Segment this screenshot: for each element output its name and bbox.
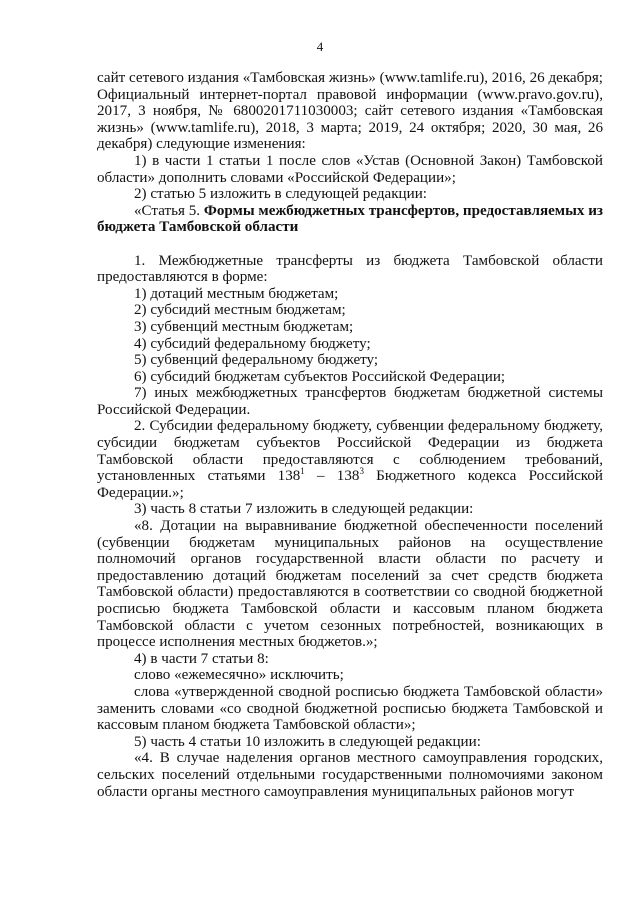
paragraph-change-5: 5) часть 4 статьи 10 изложить в следующей редакции: bbox=[134, 733, 481, 750]
paragraph-replace-words: слова «утвержденной сводной росписью бюджета Тамбовской области» заменить словами «со сводной бюджетной росписью бюджета Тамбовской и кассовым планом бюджета Тамбовской области»; bbox=[97, 683, 603, 734]
paragraph-grants-equalization: «8. Дотации на выравнивание бюджетной обеспеченности поселений (субвенции бюджетам муниципальных районов на осуществление полномочий органов государственной власти области по расчету и предоставлению дотаций бюджетам поселений за счет средств бюджета Тамбовской области) предоставляются в соответствии со сводной бюджетной росписью бюджета Тамбовской области и кассовым планом бюджета Тамбовской области с учетом сезонных потребностей, возникающих в процессе исполнения местных бюджетов.»; bbox=[97, 518, 603, 651]
list-item-other-transfers: 7) иных межбюджетных трансфертов бюджетам бюджетной системы Российской Федерации. bbox=[97, 385, 603, 418]
article-heading-title: Формы межбюджетных трансфертов, предоставляемых из бюджета Тамбовской области bbox=[97, 202, 603, 236]
list-item-subsidies-local: 2) субсидий местным бюджетам; bbox=[134, 302, 346, 319]
list-item-subventions-federal: 5) субвенций федеральному бюджету; bbox=[134, 352, 379, 369]
paragraph-change-2: 2) статью 5 изложить в следующей редакции: bbox=[134, 186, 427, 203]
article-heading bbox=[97, 203, 603, 236]
list-item-subventions-local: 3) субвенций местным бюджетам; bbox=[134, 318, 354, 335]
blank-line bbox=[97, 236, 603, 253]
paragraph-change-4: 4) в части 7 статьи 8: bbox=[134, 650, 269, 667]
paragraph-local-authorities: «4. В случае наделения органов местного самоуправления городских, сельских поселений отдельными государственными полномочиями законом области органы местного самоуправления муниципальных районов могут bbox=[97, 750, 603, 800]
list-item-subsidies-federal: 4) субсидий федеральному бюджету; bbox=[134, 335, 371, 352]
paragraph-exclude-word: слово «ежемесячно» исключить; bbox=[134, 667, 344, 684]
paragraph-publication-sources: сайт сетевого издания «Тамбовская жизнь» (www.tamlife.ru), 2016, 26 декабря; Официальный интернет-портал правовой информации (www.pravo.gov.ru), 2017, 3 ноября, № 6800201711030003; сайт сетевого издания «Тамбовская жизнь» (www.tamlife.ru), 2018, 3 марта; 2019, 24 октября; 2020, 30 мая, 26 декабря) следующие изменения: bbox=[97, 70, 603, 153]
article-heading-prefix: «Статья 5. bbox=[134, 202, 204, 219]
paragraph-transfer-forms: 1. Межбюджетные трансферты из бюджета Тамбовской области предоставляются в форме: bbox=[97, 252, 603, 286]
page-number: 4 bbox=[316, 39, 324, 54]
list-item-subsidies-regions: 6) субсидий бюджетам субъектов Российской Федерации; bbox=[134, 368, 506, 385]
list-item-grants: 1) дотаций местным бюджетам; bbox=[134, 285, 339, 302]
paragraph-change-3: 3) часть 8 статьи 7 изложить в следующей редакции: bbox=[134, 501, 474, 518]
paragraph-change-1: 1) в части 1 статьи 1 после слов «Устав (Основной Закон) Тамбовской области» дополнить словами «Российской Федерации»; bbox=[97, 152, 603, 186]
document-body bbox=[97, 70, 603, 800]
paragraph-subsidies-conditions: 2. Субсидии федеральному бюджету, субвенции федеральному бюджету, субсидии бюджетам субъектов Российской Федерации из бюджета Тамбовской области предоставляются с соблюдением требований, установленных статьями $138^1 - 138^3$ Бюджетного кодекса Российской Федерации.»; bbox=[97, 418, 603, 501]
